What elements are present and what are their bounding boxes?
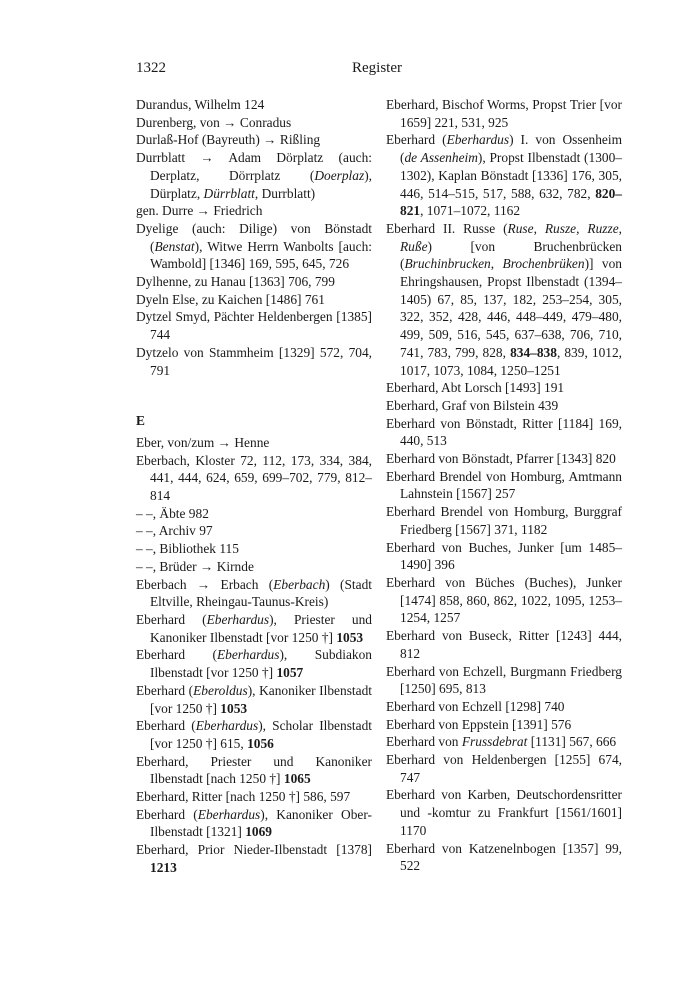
index-entry: Eberhard von Karben, Deutschordensritter und -komtur zu Frankfurt [1561/1601] 1170 xyxy=(386,787,622,838)
index-entry: Eberhard von Katzenelnbogen [1357] 99, 522 xyxy=(386,840,622,874)
index-entry: Eberhard (Eberhardus) I. von Ossenheim (de Assenheim), Propst Ilbenstadt (1300–1302), Kaplan Bönstadt [1336] 176, 305, 446, 514–515, 517, 588, 632, 782, 820–821, 1071–1072, 1162 xyxy=(386,132,622,219)
index-entry: Eberbach → Erbach (Eberbach) (Stadt Eltville, Rheingau-Taunus-Kreis) xyxy=(136,576,372,610)
right-column xyxy=(386,96,622,875)
index-entry: Eberhard von Buseck, Ritter [1243] 444, 812 xyxy=(386,628,622,661)
index-entry: Eberhard von Büches (Buches), Junker [1474] 858, 860, 862, 1022, 1095, 1253–1254, 1257 xyxy=(386,574,622,626)
index-entry: – –, Brüder → Kirnde xyxy=(136,558,254,574)
index-entry: Dytzelo von Stammheim [1329] 572, 704, 791 xyxy=(136,344,372,378)
index-entry: Durandus, Wilhelm 124 xyxy=(136,97,265,112)
index-entry: gen. Durre → Friedrich xyxy=(136,203,263,219)
index-entry: – –, Äbte 982 xyxy=(136,505,209,521)
index-entry: Eberhard (Eberoldus), Kanoniker Ilbenstadt [vor 1250 †] 1053 xyxy=(136,682,372,716)
index-entry: Eberhard (Eberhardus), Priester und Kanoniker Ilbenstadt [vor 1250 †] 1053 xyxy=(136,611,372,645)
left-column xyxy=(136,96,372,877)
index-entry: Eberhard, Prior Nieder-Ilbenstadt [1378] 1213 xyxy=(136,842,372,875)
index-entry: Dyelige (auch: Dilige) von Bönstadt (Benstat), Witwe Herrn Wanbolts [auch: Wambold] [1346] 169, 595, 645, 726 xyxy=(136,220,372,272)
index-entry: – –, Bibliothek 115 xyxy=(136,541,239,557)
index-entry: Durrblatt → Adam Dörplatz (auch: Derplatz, Dörrplatz (Doerplaz), Dürplatz, Dürrblatt, Durrblatt) xyxy=(136,150,372,201)
index-entry: Eberbach, Kloster 72, 112, 173, 334, 384, 441, 444, 624, 659, 699–702, 779, 812–814 xyxy=(136,452,372,504)
index-entry: Dylhenne, zu Hanau [1363] 706, 799 xyxy=(136,274,335,290)
index-entry: Durenberg, von → Conradus xyxy=(136,114,292,130)
index-entry: Durlaß-Hof (Bayreuth) → Rißling xyxy=(136,132,321,148)
index-entry: Eberhard von Heldenbergen [1255] 674, 747 xyxy=(386,752,622,785)
index-entry: Eberhard von Bönstadt, Pfarrer [1343] 820 xyxy=(386,451,616,467)
index-entry: Eberhard, Ritter [nach 1250 †] 586, 597 xyxy=(136,789,351,805)
right-entries-list xyxy=(386,96,622,875)
index-entry: Dyeln Else, zu Kaichen [1486] 761 xyxy=(136,291,325,307)
index-entry: Eberhard, Graf von Bilstein 439 xyxy=(386,397,559,413)
entries-before-list xyxy=(136,96,372,379)
page-header xyxy=(136,60,618,82)
index-entry: Eberhard von Echzell, Burgmann Friedberg [1250] 695, 813 xyxy=(386,663,622,697)
index-entry: – –, Archiv 97 xyxy=(136,523,213,539)
index-entry: Eberhard von Buches, Junker [um 1485–1490] 396 xyxy=(386,539,622,573)
index-entry: Eber, von/zum → Henne xyxy=(136,434,270,450)
index-entry: Eberhard von Echzell [1298] 740 xyxy=(386,698,565,714)
index-entry: Eberhard, Bischof Worms, Propst Trier [vor 1659] 221, 531, 925 xyxy=(386,97,622,130)
index-entry: Eberhard von Frussdebrat [1131] 567, 666 xyxy=(386,734,617,750)
index-entry: Dytzel Smyd, Pächter Heldenbergen [1385] 744 xyxy=(136,309,372,343)
index-entry: Eberhard Brendel von Homburg, Burggraf Friedberg [1567] 371, 1182 xyxy=(386,504,622,537)
index-entry: Eberhard Brendel von Homburg, Amtmann Lahnstein [1567] 257 xyxy=(386,468,622,502)
index-entry: Eberhard (Eberhardus), Kanoniker Ober-Ilbenstadt [1321] 1069 xyxy=(136,806,372,840)
index-entry: Eberhard von Eppstein [1391] 576 xyxy=(386,716,572,732)
index-entry: Eberhard von Bönstadt, Ritter [1184] 169, 440, 513 xyxy=(386,415,622,449)
page-number: 1322 xyxy=(136,60,166,76)
running-head: Register xyxy=(352,60,402,76)
index-entry: Eberhard (Eberhardus), Scholar Ilbenstadt [vor 1250 †] 615, 1056 xyxy=(136,718,372,751)
section-letter: E xyxy=(136,413,145,429)
index-entry: Eberhard, Priester und Kanoniker Ilbenstadt [nach 1250 †] 1065 xyxy=(136,753,372,787)
index-entry: Eberhard (Eberhardus), Subdiakon Ilbenstadt [vor 1250 †] 1057 xyxy=(136,647,372,681)
index-entry: Eberhard II. Russe (Ruse, Rusze, Ruzze, Ruße) [von Bruchenbrücken (Bruchinbrucken, Brochenbrüken)] von Ehringshausen, Propst Ilbenstadt (1394–1405) 67, 85, 137, 182, 253–254, 305, 322, 352, 428, 446, 448–449, 479–480, 499, 509, 516, 545, 637–638, 706, 710, 741, 783, 799, 828, 834–838, 839, 1012, 1017, 1073, 1084, 1250–1251 xyxy=(386,220,623,378)
entries-after-list xyxy=(136,434,372,877)
index-entry: Eberhard, Abt Lorsch [1493] 191 xyxy=(386,380,565,396)
